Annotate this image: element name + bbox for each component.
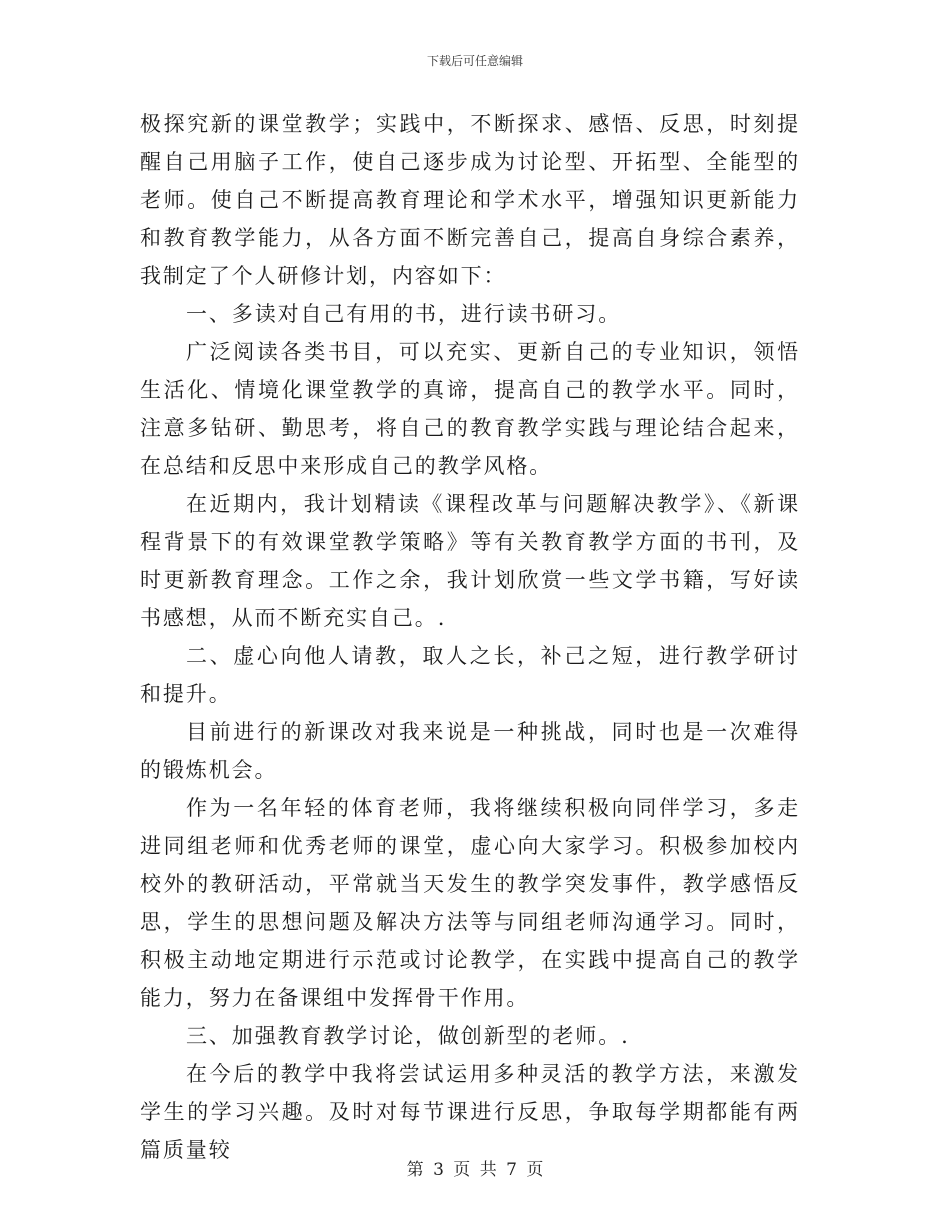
section-heading-3: 三、加强教育教学讨论，做创新型的老师。. xyxy=(186,1024,630,1048)
section-heading-2: 二、虚心向他人请教，取人之长，补己之短，进行教学研讨和提升。 xyxy=(140,644,800,706)
page-header: 下载后可任意编辑 xyxy=(426,54,523,68)
paragraph: 作为一名年轻的体育老师，我将继续积极向同伴学习，多走进同组老师和优秀老师的课堂，虚心向大家学习。积极参加校内校外的教研活动，平常就当天发生的教学突发事件，教学感悟反思，学生的思想问题及解决方法等与同组老师沟通学习。同时，积极主动地定期进行示范或讨论教学，在实践中提高自己的教学能力，努力在备课组中发挥骨干作用。 xyxy=(140,796,800,1010)
paragraph-intro: 极探究新的课堂教学；实践中，不断探求、感悟、反思，时刻提醒自己用脑子工作，使自己逐步成为讨论型、开拓型、全能型的老师。使自己不断提高教育理论和学术水平，增强知识更新能力和教育教学能力，从各方面不断完善自己，提高自身综合素养，我制定了个人研修计划，内容如下： xyxy=(140,112,800,288)
page-footer: 第 3 页 共 7 页 xyxy=(406,1160,544,1180)
paragraph: 在近期内，我计划精读《课程改革与问题解决教学》、《新课程背景下的有效课堂教学策略》等有关教育教学方面的书刊，及时更新教育理念。工作之余，我计划欣赏一些文学书籍，写好读书感想，从而不断充实自己。. xyxy=(140,492,800,630)
document-body xyxy=(140,105,800,1169)
paragraph: 目前进行的新课改对我来说是一种挑战，同时也是一次难得的锻炼机会。 xyxy=(140,720,800,782)
paragraph: 在今后的教学中我将尝试运用多种灵活的教学方法，来激发学生的学习兴趣。及时对每节课进行反思，争取每学期都能有两篇质量较 xyxy=(140,1062,800,1162)
paragraph: 广泛阅读各类书目，可以充实、更新自己的专业知识，领悟生活化、情境化课堂教学的真谛，提高自己的教学水平。同时，注意多钻研、勤思考，将自己的教育教学实践与理论结合起来，在总结和反思中来形成自己的教学风格。 xyxy=(140,340,800,478)
section-heading-1: 一、多读对自己有用的书，进行读书研习。 xyxy=(186,302,622,326)
